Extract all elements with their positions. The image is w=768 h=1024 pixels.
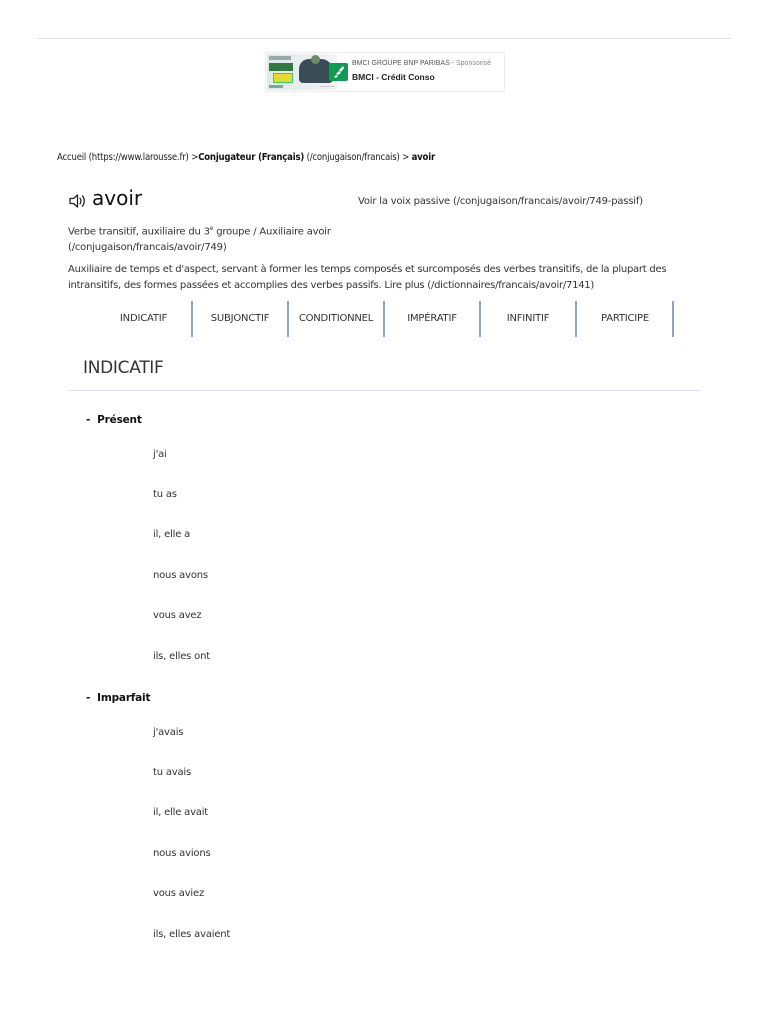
tab-separator — [672, 301, 674, 337]
section-title: INDICATIF — [83, 358, 164, 378]
tab-participe[interactable]: PARTICIPE — [601, 313, 649, 324]
ad-image[interactable] — [267, 54, 337, 90]
verb-info: Verbe transitif, auxiliaire du 3e groupe / Auxiliaire avoir (/conjugaison/francais/avoir/749) — [68, 225, 331, 254]
conjugation-form: nous avons — [153, 570, 208, 581]
ad-underline — [319, 86, 335, 87]
conjugation-form: j'avais — [153, 727, 184, 738]
conjugation-form: ils, elles avaient — [153, 929, 231, 940]
conjugation-form: j'ai — [153, 449, 167, 460]
conjugation-form: tu as — [153, 489, 177, 500]
verb-title: avoir — [92, 186, 143, 210]
top-divider — [37, 38, 732, 39]
conjugation-form: ils, elles ont — [153, 651, 210, 662]
conjugation-form: tu avais — [153, 767, 191, 778]
conjugation-form: vous avez — [153, 610, 202, 621]
tab-indicatif[interactable]: INDICATIF — [119, 313, 168, 324]
breadcrumb-home-link[interactable]: Accueil (https://www.larousse.fr) > — [57, 152, 199, 163]
conjugation-form: nous avions — [153, 848, 211, 859]
tense-heading-present: - Présent — [86, 414, 142, 426]
mood-tabs — [96, 301, 676, 337]
ad-advertiser: BMCI GROUPE BNP PARIBAS - Sponsorisé — [352, 60, 492, 67]
bnp-logo-icon — [329, 63, 348, 81]
tense-heading-imparfait: - Imparfait — [86, 692, 151, 704]
breadcrumb-conjugateur-url[interactable]: (/conjugaison/francais) > — [306, 152, 410, 163]
tab-conditionnel[interactable]: CONDITIONNEL — [298, 313, 374, 324]
verb-definition: Auxiliaire de temps et d'aspect, servant à former les temps composés et surcomposés des verbes transitifs, de la plupart des intransitifs, des formes passées et accomplies des verbes passifs. Lire plus (/dictionnaires/francais/avoir/7141) — [68, 264, 667, 291]
breadcrumb-conjugateur-link[interactable]: Conjugateur (Français) — [198, 152, 305, 163]
breadcrumb-current: avoir — [411, 152, 435, 163]
tab-subjonctif[interactable]: SUBJONCTIF — [210, 313, 270, 324]
passive-voice-link[interactable]: Voir la voix passive (/conjugaison/francais/avoir/749-passif) — [358, 196, 643, 207]
conjugation-form: vous aviez — [153, 888, 204, 899]
breadcrumb — [57, 152, 435, 163]
tab-infinitif[interactable]: INFINITIF — [506, 313, 550, 324]
conjugation-form: il, elle a — [153, 529, 191, 540]
section-divider — [67, 390, 701, 391]
sponsored-ad[interactable] — [265, 52, 505, 92]
speaker-icon[interactable] — [68, 193, 88, 209]
conjugation-form: il, elle avait — [153, 807, 209, 818]
ad-headline[interactable]: BMCI - Crédit Conso — [352, 72, 435, 82]
tab-imperatif[interactable]: IMPÉRATIF — [407, 313, 457, 324]
